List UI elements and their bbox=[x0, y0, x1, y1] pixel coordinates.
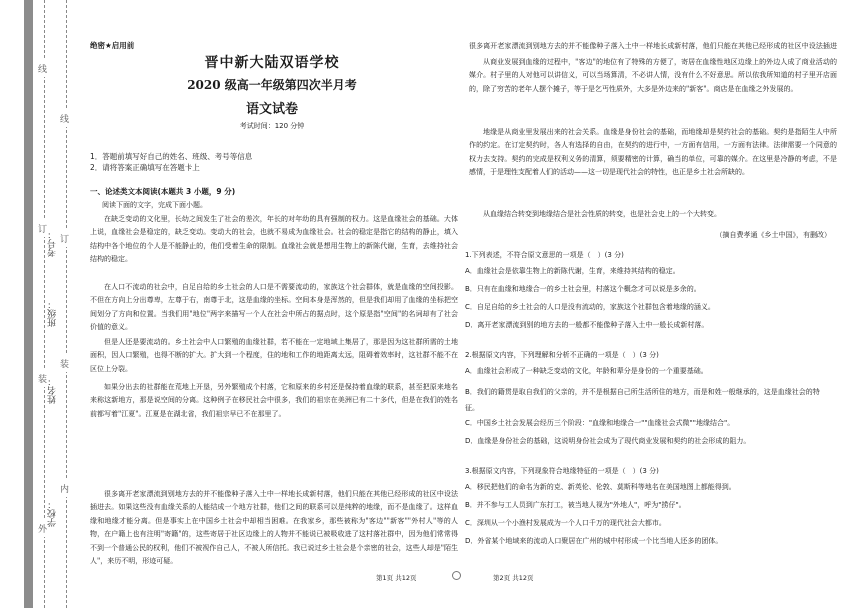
notice-item: 2．请将答案正确填写在答题卡上 bbox=[90, 163, 200, 172]
inner-mark-3: 装 bbox=[60, 355, 69, 372]
inner-mark-4: 内 bbox=[60, 480, 69, 497]
option-d[interactable]: D．外省某个地域来的流动人口聚居在广州的城中村形成一个比当地人还多的团体。 bbox=[465, 537, 723, 545]
inner-mark-2: 订 bbox=[60, 230, 69, 247]
outer-mark-4: 外 bbox=[38, 520, 47, 537]
right-page bbox=[465, 0, 835, 608]
section-heading: 一、论述类文本阅读(本题共 3 小题，9 分) bbox=[90, 187, 236, 196]
reading-intro: 阅读下面的文字，完成下面小题。 bbox=[102, 201, 207, 209]
school-title: 晋中新大陆双语学校 bbox=[204, 55, 340, 71]
school-label: 学校： bbox=[48, 500, 58, 527]
passage-paragraph-8: 从血缘结合转变到地缘结合是社会性质的转变，也是社会史上的一个大转变。 bbox=[483, 210, 721, 218]
passage-paragraph-3: 但是人还是要流动的。乡土社会中人口繁殖的血缘社群，若不能在一定地域上集居了，那是因为这社群所需的土地面积，因人口繁殖，也得不断的扩大。扩大到一个程度，住的地和工作的地距离太远，阻碍着效率时，这社群不能不在区位上分裂。 bbox=[90, 338, 458, 373]
outer-mark-2: 订 bbox=[38, 220, 47, 237]
class-label: 班级： bbox=[48, 300, 58, 327]
exam-title: 2020 级高一年级第四次半月考 bbox=[187, 78, 357, 92]
option-c[interactable]: C．中国乡土社会发展会经历三个阶段："血缘和地缘合一""血缘社会式微""地缘结合"。 bbox=[465, 419, 735, 427]
option-c[interactable]: C．自足自给的乡土社会的人口是没有流动的，家族这个社群包含着地缘的涵义。 bbox=[465, 303, 715, 311]
question-stem: 3.根据原文内容，下列现象符合地缘特征的一项是（ ）(3 分) bbox=[465, 467, 659, 475]
page-number-right: 第2页 共12页 bbox=[493, 574, 534, 582]
name-label: 姓名： bbox=[48, 377, 58, 404]
option-b[interactable]: B．只有在血缘和地缘合一的乡土社会里，村落这个概念才可以说是多余的。 bbox=[465, 285, 701, 293]
outer-mark-1: 线 bbox=[38, 60, 47, 77]
option-d[interactable]: D．血缘是身份社会的基础，这说明身份社会成为了现代商业发展和契约的社会形成的阻力。 bbox=[465, 437, 751, 445]
passage-paragraph-1: 在缺乏变动的文化里，长幼之间发生了社会的差次，年长的对年幼的具有强制的权力。这是血缘社会的基础。大体上说，血缘社会是稳定的，缺乏变动。变动大的社会，也就不易成为血缘社会。社会的稳定是指它的结构的静止，填入结构中各个地位的个人是不能静止的，他们受着生命的限制。血缘社会就是想用生物上的新陈代谢，生育，去维持社会结构的稳定。 bbox=[90, 215, 458, 264]
question-stem: 1.下列表述，不符合原文意思的一项是（ ）(3 分) bbox=[465, 251, 624, 259]
confidential-mark: 绝密★启用前 bbox=[90, 41, 135, 50]
option-a[interactable]: A．血缘社会是依靠生物上的新陈代谢，生育，来维持其结构的稳定。 bbox=[465, 267, 680, 275]
notice-item: 1．答题前填写好自己的姓名、班级、考号等信息 bbox=[90, 152, 253, 161]
option-d[interactable]: D．离开老家漂流到别的地方去的一般都不能像种子落入土中一般长成新村落。 bbox=[465, 321, 709, 329]
option-a[interactable]: A．移民把他们的命名为新的克、新英伦、伦敦、莫斯科等地名在美国地图上都能得到。 bbox=[465, 483, 736, 491]
left-page bbox=[86, 0, 458, 608]
passage-attribution: （摘自费孝通《乡土中国》，有删改） bbox=[715, 231, 831, 239]
option-b[interactable]: B．并不参与工人员到广东打工，被当地人视为"外地人"，呼为"捞仔"。 bbox=[465, 501, 686, 509]
passage-paragraph-2: 在人口不流动的社会中，自足自给的乡土社会的人口是不需要流动的，家族这个社会群体，就是血缘的空间投影。不但在方向上分出尊卑，左尊于右，南尊于北，这是血缘的坐标。空间本身是浑然的，但是我们却用了血缘的坐标把空间划分了方向和位置。当我们用"地位"两字来描写一个人在社会中所占的据点时，这个原是指"空间"的名词却有了社会价值的意义。 bbox=[90, 283, 458, 332]
notice-list bbox=[90, 151, 252, 173]
passage-paragraph-5: 很多离开老家漂流到别地方去的并不能像种子落入土中一样地长成新村落，他们只能在其他已经形成的社区中设法插进去。如果这些没有血缘关系的人能结成一个地方社群，他们之间的联系可以是纯粹的地缘，而不是血缘了。这样血缘和地缘才能分离。但是事实上在中国乡土社会中却相当困难。在我家乡，那些被称为"客边""新客""外村人"等的人物，在户籍上也有注明"寄籍"的，这些寄居于社区边缘上的人物并不能说已被吸收进了这村落社群中，因为他们常常得不到一个普通公民的权利，他们不被视作自己人，不被人所信托。我已说过乡土社会是个亲密的社会，这些人却是"陌生人"，来历不明，形迹可疑。 bbox=[90, 490, 458, 566]
question-2 bbox=[465, 350, 833, 454]
question-1 bbox=[465, 250, 833, 338]
exam-time: 考试时间：120 分钟 bbox=[239, 122, 305, 130]
outer-mark-3: 装 bbox=[38, 370, 47, 387]
passage-paragraph-5-cont: 很多离开老家漂流到别地方去的并不能像种子落入土中一样地长成新村落，他们只能在其他已经形成的社区中设法插进 bbox=[469, 42, 837, 50]
center-circle-icon bbox=[452, 571, 461, 580]
id-label: 考号： bbox=[48, 230, 58, 257]
question-stem: 2.根据原文内容，下列理解和分析不正确的一项是（ ）(3 分) bbox=[465, 351, 659, 359]
passage-paragraph-6: 从商业发展到血缘的过程中，"客边"的地位有了特殊的方便了，寄居在血缘性地区边缘上的外边人成了商业活动的媒介。村子里的人对他可以讲信义，可以当场算清，不必讲人情，没有什么不好意思。所以依我所知道的村子里开店面的，除了穷苦的老年人摆个摊子，等于是乞丐性质外，大多是外边来的"新客"。商店是在血缘之外发展的。 bbox=[469, 58, 837, 93]
binding-strip bbox=[24, 0, 33, 608]
inner-cut-line bbox=[66, 0, 67, 608]
option-c[interactable]: C．深圳从一个小渔村发展成为一个人口千万的现代社会大都市。 bbox=[465, 519, 666, 527]
binding-margin bbox=[0, 0, 70, 608]
subject-title: 语文试卷 bbox=[245, 102, 298, 117]
page-number-left: 第1页 共12页 bbox=[376, 574, 417, 582]
passage-paragraph-4: 如果分出去的社群能在荒地上开垦，另外繁殖成个村落，它和原来的乡村还是保持着血缘的联系，甚至把原来地名来称这新地方，那是说空间的分离。这种例子在移民社会中很多，我们的祖宗在美洲已有二十多代，但是在我们的姓名前都写着"江夏"。江夏是在湖北省，我们祖宗早已不在那里了。 bbox=[90, 383, 458, 418]
option-b[interactable]: B．我们的籍贯是取自我们的父亲的，并不是根据自己所生活所住的地方，而是和姓一般继承的，这是血缘社会的特征。 bbox=[465, 388, 820, 412]
question-3 bbox=[465, 466, 833, 554]
option-a[interactable]: A．血缘社会形成了一种缺乏变动的文化，年龄和辈分是身份的一个重要基础。 bbox=[465, 367, 708, 375]
passage-paragraph-7: 地缘是从商业里发展出来的社会关系。血缘是身份社会的基础，而地缘却是契约社会的基础。契约是指陌生人中所作的约定。在订定契约时，各人有选择的自由，在契约的进行中，一方面有信用，一方面有法律。法律需要一个同意的权力去支持。契约的完成是权利义务的清算，须要精密的计算，确当的单位，可靠的媒介。在这里是冷静的考虑，不是感情，于是理性支配着人们的活动——这一切是现代社会的特性，也正是乡土社会所缺的。 bbox=[469, 128, 837, 177]
outer-cut-line bbox=[44, 0, 45, 608]
inner-mark-1: 线 bbox=[60, 110, 69, 127]
